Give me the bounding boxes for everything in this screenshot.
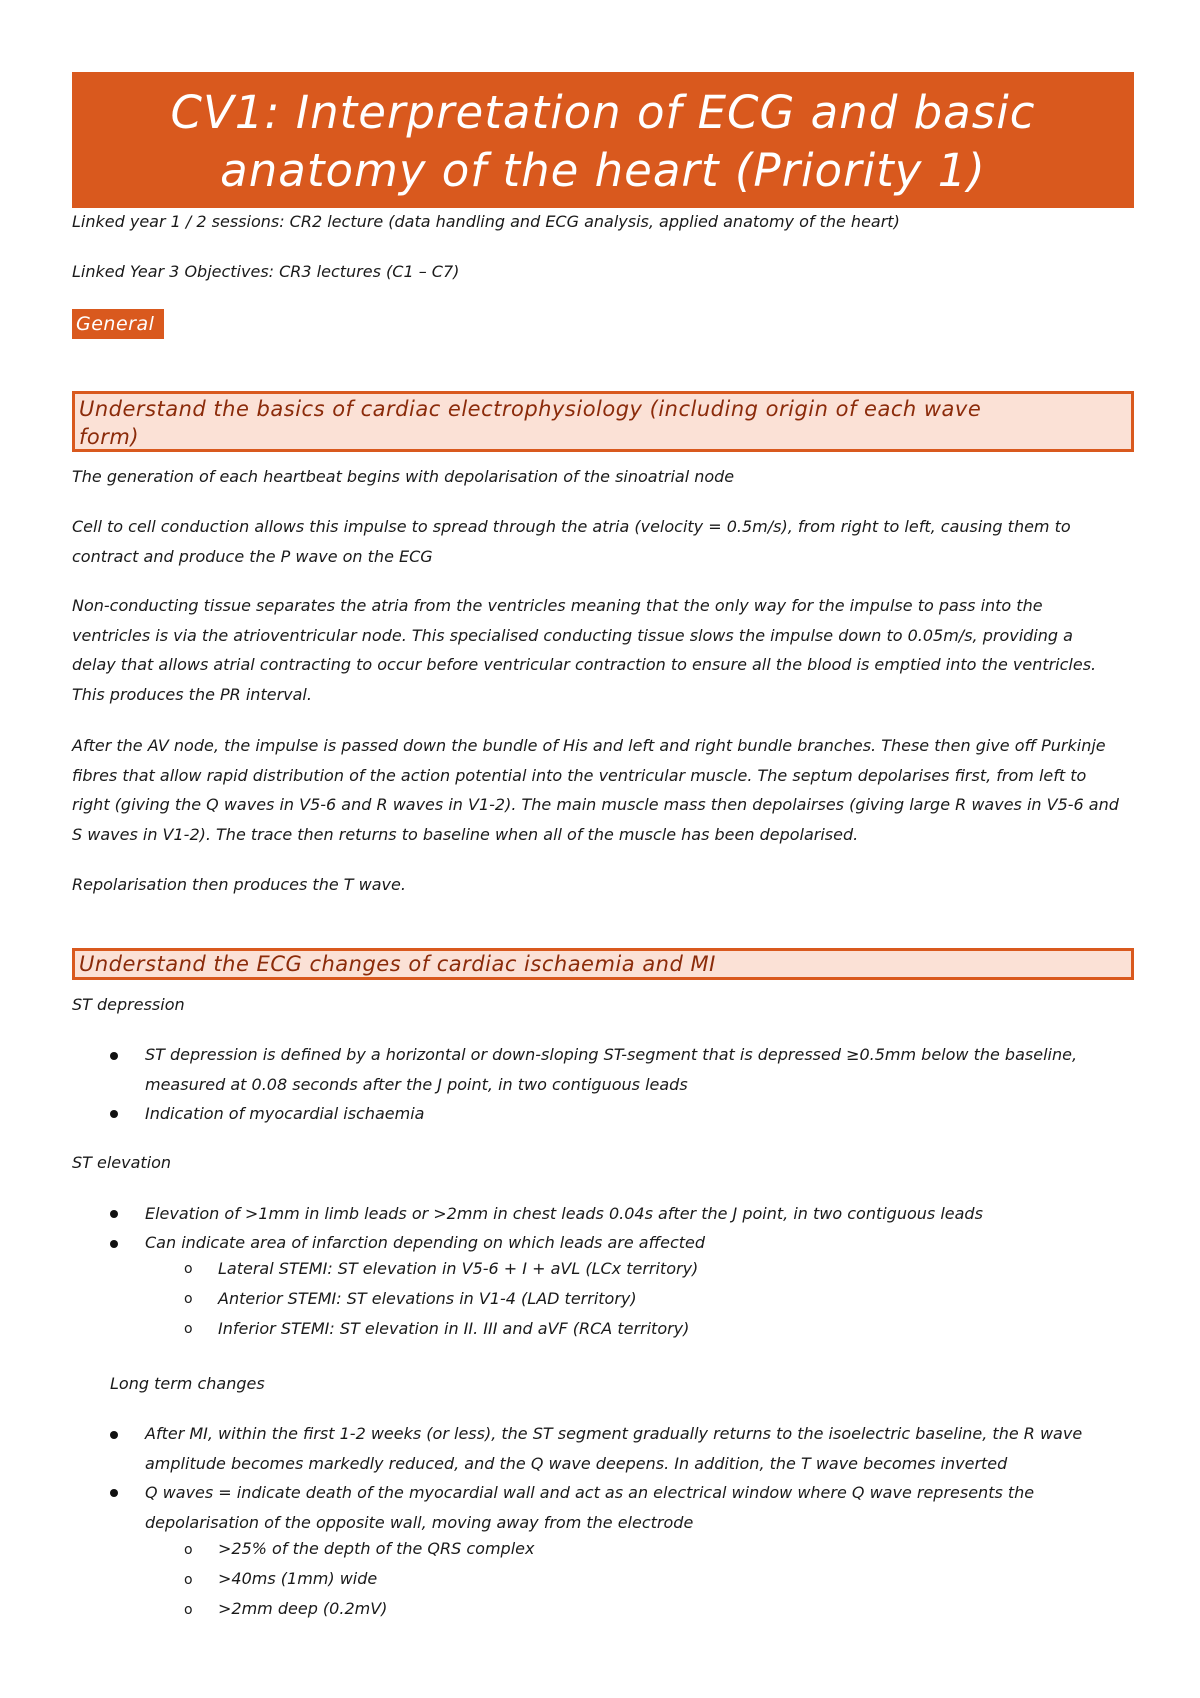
paragraph-line: After the AV node, the impulse is passed down the bundle of His and left and right bundle branches. These then give off Purkinje [72, 736, 1106, 755]
paragraph-line: Cell to cell conduction allows this impulse to spread through the atria (velocity = 0.5m/s), from right to left, causing them to [72, 517, 1071, 536]
bullet-icon [110, 1431, 118, 1439]
list-item-line: amplitude becomes markedly reduced, and the Q wave deepens. In addition, the T wave becomes inverted [145, 1453, 1008, 1473]
paragraph-line: fibres that allow rapid distribution of the action potential into the ventricular muscle. The septum depolarises first, from left to [72, 765, 1087, 785]
list-item-line: After MI, within the first 1-2 weeks (or less), the ST segment gradually returns to the isoelectric baseline, the R wave [145, 1424, 1083, 1443]
list-item: Elevation of >1mm in limb leads or >2mm in chest leads 0.04s after the J point, in two contiguous leads [145, 1204, 983, 1223]
list-item [145, 1419, 1135, 1478]
paragraph-line: right (giving the Q waves in V5-6 and R waves in V1-2). The main muscle mass then depolairses (giving large R waves in V5-6 and [72, 795, 1119, 814]
page-title [72, 72, 1134, 208]
sub-list-item: Lateral STEMI: ST elevation in V5-6 + I + aVL (LCx territory) [218, 1259, 699, 1278]
list-item-line: ST depression is defined by a horizontal or down-sloping ST-segment that is depressed ≥0.5mm below the baseline, [145, 1045, 1078, 1064]
section-heading-line-2: form) [79, 425, 140, 449]
sub-bullet-icon: o [184, 1572, 193, 1588]
bullet-icon [110, 1052, 118, 1060]
list-item-line: Q waves = indicate death of the myocardial wall and act as an electrical window where Q wave represents the [145, 1483, 1035, 1502]
paragraph-repolarisation: Repolarisation then produces the T wave. [72, 875, 406, 894]
paragraph-sa-node: The generation of each heartbeat begins with depolarisation of the sinoatrial node [72, 467, 735, 486]
section-heading-ischaemia-mi: Understand the ECG changes of cardiac ischaemia and MI [72, 948, 1134, 980]
bullet-icon [110, 1240, 118, 1248]
paragraph-atria-conduction [72, 512, 1134, 571]
list-item-line: measured at 0.08 seconds after the J point, in two contiguous leads [145, 1074, 688, 1094]
sub-list-item: Inferior STEMI: ST elevation in II. III and aVF (RCA territory) [218, 1319, 690, 1338]
section-heading-electrophysiology [72, 391, 1134, 452]
sub-bullet-icon: o [184, 1261, 193, 1277]
paragraph-line: delay that allows atrial contracting to occur before ventricular contraction to ensure all the blood is emptied into the ventricles. [72, 655, 1097, 674]
section-heading-line-1: Understand the basics of cardiac electrophysiology (including origin of each wave [79, 397, 982, 421]
sub-bullet-icon: o [184, 1291, 193, 1307]
st-elevation-label: ST elevation [72, 1153, 172, 1172]
paragraph-line: This produces the PR interval. [72, 684, 312, 704]
long-term-changes-label: Long term changes [110, 1374, 265, 1393]
paragraph-line: Non-conducting tissue separates the atria from the ventricles meaning that the only way for the impulse to pass into the [72, 596, 1043, 615]
sub-bullet-icon: o [184, 1542, 193, 1558]
page-title-line-1: CV1: Interpretation of ECG and basic [170, 86, 1036, 139]
list-item [145, 1478, 1135, 1537]
paragraph-his-purkinje [72, 731, 1134, 849]
list-item-line: depolarisation of the opposite wall, moving away from the electrode [145, 1512, 694, 1532]
sub-list-item: >2mm deep (0.2mV) [218, 1599, 388, 1618]
sub-list-item: Anterior STEMI: ST elevations in V1-4 (LAD territory) [218, 1289, 637, 1308]
paragraph-line: contract and produce the P wave on the ECG [72, 546, 433, 566]
sub-bullet-icon: o [184, 1321, 193, 1337]
list-item: Indication of myocardial ischaemia [145, 1104, 425, 1123]
sub-list-item: >40ms (1mm) wide [218, 1569, 378, 1588]
bullet-icon [110, 1110, 118, 1118]
general-badge: General [72, 309, 164, 339]
sub-bullet-icon: o [184, 1602, 193, 1618]
st-depression-label: ST depression [72, 995, 185, 1014]
bullet-icon [110, 1489, 118, 1497]
paragraph-av-node [72, 591, 1134, 709]
list-item [145, 1040, 1135, 1099]
linked-year-1-2-sessions: Linked year 1 / 2 sessions: CR2 lecture (data handling and ECG analysis, applied anatomy of the heart) [72, 212, 900, 231]
paragraph-line: ventricles is via the atrioventricular node. This specialised conducting tissue slows the impulse down to 0.05m/s, providing a [72, 625, 1073, 645]
paragraph-line: S waves in V1-2). The trace then returns to baseline when all of the muscle has been depolarised. [72, 824, 859, 844]
sub-list-item: >25% of the depth of the QRS complex [218, 1539, 535, 1558]
list-item: Can indicate area of infarction depending on which leads are affected [145, 1233, 706, 1252]
bullet-icon [110, 1210, 118, 1218]
linked-year-3-objectives: Linked Year 3 Objectives: CR3 lectures (C1 – C7) [72, 262, 460, 281]
page-title-line-2: anatomy of the heart (Priority 1) [220, 144, 986, 197]
